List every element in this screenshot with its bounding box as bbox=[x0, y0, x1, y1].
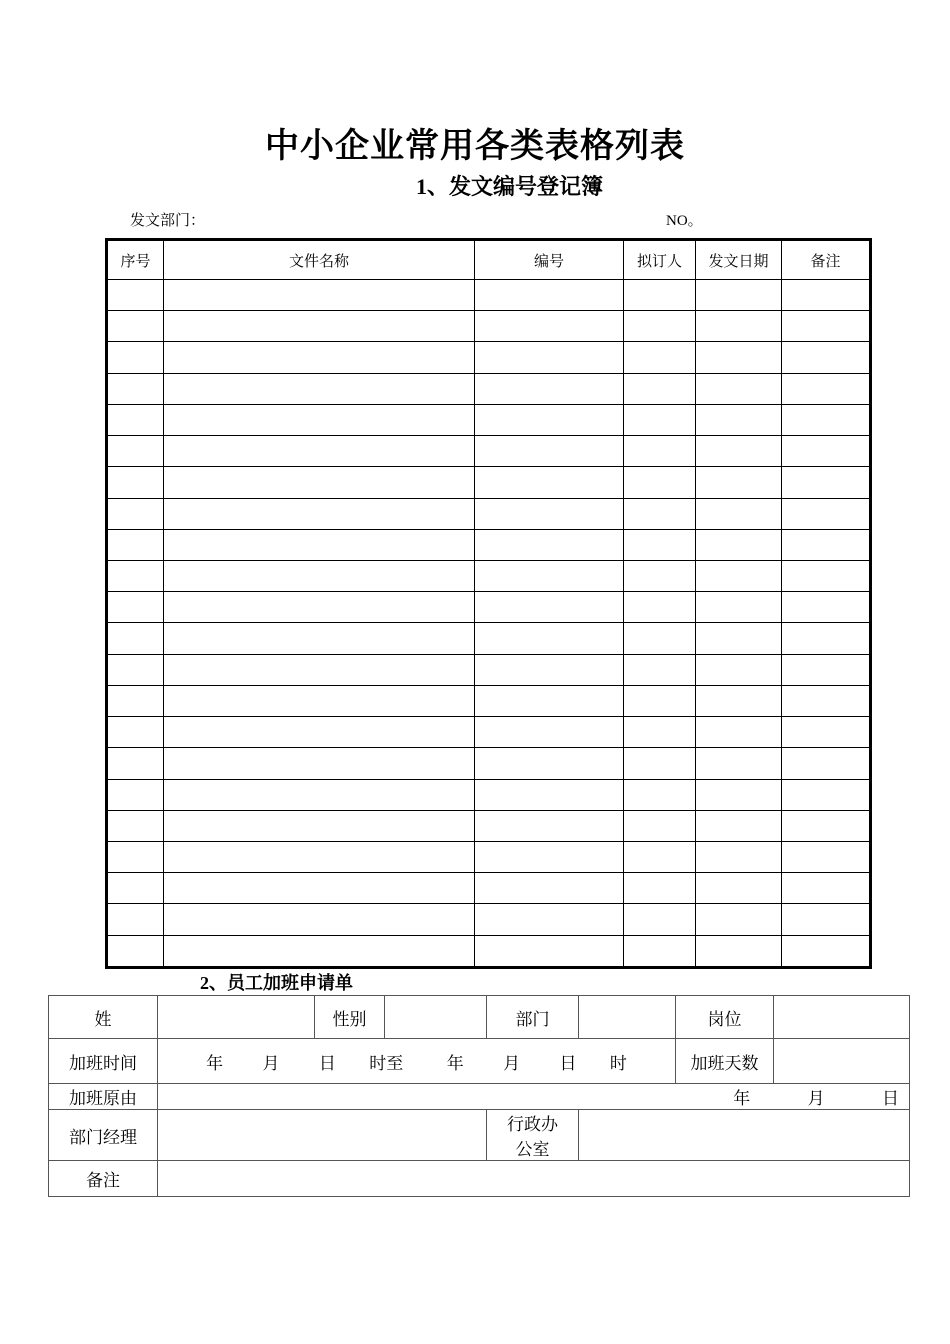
table-row bbox=[107, 904, 871, 935]
table-cell[interactable] bbox=[696, 280, 782, 311]
table-cell[interactable] bbox=[782, 748, 871, 779]
table-cell[interactable] bbox=[164, 779, 475, 810]
table-cell[interactable] bbox=[782, 779, 871, 810]
table-cell[interactable] bbox=[107, 498, 164, 529]
position-field[interactable] bbox=[774, 996, 910, 1039]
table-cell[interactable] bbox=[624, 779, 696, 810]
reason-month: 月 bbox=[807, 1089, 825, 1109]
table-cell[interactable] bbox=[164, 904, 475, 935]
table-cell[interactable] bbox=[164, 685, 475, 716]
table-row bbox=[107, 717, 871, 748]
table-cell[interactable] bbox=[624, 935, 696, 967]
table-cell[interactable] bbox=[782, 560, 871, 591]
col-header-remark: 备注 bbox=[782, 240, 871, 280]
form-row-time bbox=[49, 1039, 910, 1084]
table-cell[interactable] bbox=[107, 592, 164, 623]
table-cell[interactable] bbox=[782, 654, 871, 685]
table-cell[interactable] bbox=[624, 404, 696, 435]
table-cell[interactable] bbox=[107, 935, 164, 967]
table-cell[interactable] bbox=[107, 373, 164, 404]
table-cell[interactable] bbox=[696, 404, 782, 435]
table-row bbox=[107, 311, 871, 342]
time-part: 日 bbox=[318, 1053, 336, 1074]
table-cell[interactable] bbox=[475, 311, 624, 342]
col-header-date: 发文日期 bbox=[696, 240, 782, 280]
time-part: 日 bbox=[559, 1053, 577, 1074]
form-row-approval bbox=[49, 1110, 910, 1161]
table-cell[interactable] bbox=[624, 529, 696, 560]
table-cell[interactable] bbox=[624, 592, 696, 623]
section2-number: 2 bbox=[200, 973, 209, 993]
table-cell[interactable] bbox=[782, 280, 871, 311]
table-row bbox=[107, 873, 871, 904]
table-cell[interactable] bbox=[475, 717, 624, 748]
time-part: 月 bbox=[262, 1053, 280, 1074]
table-row bbox=[107, 592, 871, 623]
table-cell[interactable] bbox=[696, 841, 782, 872]
section1-title bbox=[416, 170, 603, 201]
table-cell[interactable] bbox=[782, 592, 871, 623]
dept-label: 发文部门： bbox=[130, 211, 206, 229]
table-cell[interactable] bbox=[624, 810, 696, 841]
table-row bbox=[107, 280, 871, 311]
table-cell[interactable] bbox=[624, 873, 696, 904]
table-row bbox=[107, 748, 871, 779]
section1-number: 1 bbox=[416, 174, 427, 199]
col-header-drafter: 拟订人 bbox=[624, 240, 696, 280]
table-row bbox=[107, 685, 871, 716]
col-header-serial: 序号 bbox=[107, 240, 164, 280]
table-cell[interactable] bbox=[624, 467, 696, 498]
page-title: 中小企业常用各类表格列表 bbox=[265, 126, 685, 166]
time-part: 月 bbox=[503, 1053, 521, 1074]
table-cell[interactable] bbox=[624, 311, 696, 342]
table-cell[interactable] bbox=[107, 342, 164, 373]
register-table bbox=[105, 238, 872, 969]
table-cell[interactable] bbox=[164, 560, 475, 591]
table-cell[interactable] bbox=[164, 592, 475, 623]
table-row bbox=[107, 373, 871, 404]
table-cell[interactable] bbox=[782, 810, 871, 841]
table-cell[interactable] bbox=[624, 498, 696, 529]
table-cell[interactable] bbox=[107, 560, 164, 591]
ot-time-label: 加班时间 bbox=[49, 1039, 158, 1084]
table-cell[interactable] bbox=[475, 748, 624, 779]
admin-office-field[interactable] bbox=[579, 1110, 910, 1161]
table-cell[interactable] bbox=[624, 748, 696, 779]
dept-label-cell: 部门 bbox=[487, 996, 579, 1039]
table-cell[interactable] bbox=[624, 560, 696, 591]
table-cell[interactable] bbox=[164, 311, 475, 342]
table-cell[interactable] bbox=[475, 404, 624, 435]
table-cell[interactable] bbox=[475, 654, 624, 685]
table-cell[interactable] bbox=[475, 529, 624, 560]
table-row bbox=[107, 529, 871, 560]
admin-office-line1: 行政办 bbox=[507, 1115, 558, 1135]
gender-label: 性别 bbox=[315, 996, 385, 1039]
table-cell[interactable] bbox=[164, 529, 475, 560]
table-cell[interactable] bbox=[164, 373, 475, 404]
table-cell[interactable] bbox=[782, 373, 871, 404]
table-row bbox=[107, 467, 871, 498]
table-cell[interactable] bbox=[782, 873, 871, 904]
table-row bbox=[107, 342, 871, 373]
table-cell[interactable] bbox=[624, 654, 696, 685]
table-cell[interactable] bbox=[696, 685, 782, 716]
reason-day: 日 bbox=[882, 1089, 899, 1109]
col-header-number: 编号 bbox=[475, 240, 624, 280]
table-cell[interactable] bbox=[696, 467, 782, 498]
table-row bbox=[107, 623, 871, 654]
table-cell[interactable] bbox=[475, 373, 624, 404]
table-cell[interactable] bbox=[624, 280, 696, 311]
table-cell[interactable] bbox=[164, 810, 475, 841]
table-cell[interactable] bbox=[475, 592, 624, 623]
remark-label: 备注 bbox=[49, 1161, 158, 1197]
table-cell[interactable] bbox=[107, 717, 164, 748]
table-cell[interactable] bbox=[107, 685, 164, 716]
table-cell[interactable] bbox=[475, 342, 624, 373]
table-cell[interactable] bbox=[164, 436, 475, 467]
table-cell[interactable] bbox=[164, 841, 475, 872]
register-header-row bbox=[107, 240, 871, 280]
table-cell[interactable] bbox=[696, 779, 782, 810]
time-part: 年 bbox=[446, 1053, 464, 1074]
table-cell[interactable] bbox=[107, 810, 164, 841]
table-cell[interactable] bbox=[624, 373, 696, 404]
col-header-filename: 文件名称 bbox=[164, 240, 475, 280]
admin-office-line2: 公室 bbox=[515, 1140, 550, 1160]
table-cell[interactable] bbox=[624, 841, 696, 872]
table-cell[interactable] bbox=[475, 436, 624, 467]
table-cell[interactable] bbox=[164, 467, 475, 498]
table-cell[interactable] bbox=[164, 280, 475, 311]
table-row bbox=[107, 404, 871, 435]
table-cell[interactable] bbox=[107, 623, 164, 654]
table-cell[interactable] bbox=[164, 748, 475, 779]
gender-field[interactable] bbox=[385, 996, 487, 1039]
table-cell[interactable] bbox=[475, 685, 624, 716]
table-cell[interactable] bbox=[475, 779, 624, 810]
time-part: 年 bbox=[206, 1053, 224, 1074]
position-label: 岗位 bbox=[676, 996, 774, 1039]
section2-title bbox=[200, 969, 353, 995]
table-cell[interactable] bbox=[696, 436, 782, 467]
table-cell[interactable] bbox=[696, 373, 782, 404]
table-cell[interactable] bbox=[475, 623, 624, 654]
dept-manager-label: 部门经理 bbox=[49, 1110, 158, 1161]
table-cell[interactable] bbox=[624, 717, 696, 748]
table-cell[interactable] bbox=[164, 935, 475, 967]
form-row-reason bbox=[49, 1084, 910, 1110]
table-cell[interactable] bbox=[475, 935, 624, 967]
ot-days-label: 加班天数 bbox=[676, 1039, 774, 1084]
table-cell[interactable] bbox=[107, 654, 164, 685]
time-part: 时 bbox=[609, 1053, 627, 1074]
table-cell[interactable] bbox=[782, 935, 871, 967]
table-cell[interactable] bbox=[475, 810, 624, 841]
table-cell[interactable] bbox=[164, 873, 475, 904]
form-row-basic bbox=[49, 996, 910, 1039]
table-cell[interactable] bbox=[624, 904, 696, 935]
table-cell[interactable] bbox=[164, 717, 475, 748]
table-cell[interactable] bbox=[696, 654, 782, 685]
table-cell[interactable] bbox=[164, 654, 475, 685]
table-cell[interactable] bbox=[107, 904, 164, 935]
table-cell[interactable] bbox=[107, 404, 164, 435]
table-cell[interactable] bbox=[475, 467, 624, 498]
table-row bbox=[107, 779, 871, 810]
table-row bbox=[107, 810, 871, 841]
section2-title-text: 、员工加班申请单 bbox=[209, 973, 353, 994]
table-cell[interactable] bbox=[696, 748, 782, 779]
table-row bbox=[107, 841, 871, 872]
table-cell[interactable] bbox=[696, 311, 782, 342]
table-cell[interactable] bbox=[107, 873, 164, 904]
section1-title-text: 、发文编号登记簿 bbox=[427, 175, 604, 200]
table-cell[interactable] bbox=[782, 467, 871, 498]
table-cell[interactable] bbox=[475, 560, 624, 591]
table-row bbox=[107, 654, 871, 685]
form-row-remark bbox=[49, 1161, 910, 1197]
ot-days-field[interactable] bbox=[774, 1039, 910, 1084]
table-cell[interactable] bbox=[782, 685, 871, 716]
remark-field[interactable] bbox=[158, 1161, 910, 1197]
table-cell[interactable] bbox=[107, 436, 164, 467]
table-cell[interactable] bbox=[164, 404, 475, 435]
table-cell[interactable] bbox=[624, 685, 696, 716]
table-cell[interactable] bbox=[696, 623, 782, 654]
table-cell[interactable] bbox=[696, 592, 782, 623]
table-row bbox=[107, 436, 871, 467]
table-cell[interactable] bbox=[164, 342, 475, 373]
table-cell[interactable] bbox=[475, 498, 624, 529]
overtime-form bbox=[48, 995, 910, 1197]
table-cell[interactable] bbox=[782, 311, 871, 342]
table-cell[interactable] bbox=[475, 873, 624, 904]
table-cell[interactable] bbox=[696, 498, 782, 529]
table-cell[interactable] bbox=[107, 529, 164, 560]
table-cell[interactable] bbox=[475, 280, 624, 311]
table-cell[interactable] bbox=[782, 904, 871, 935]
table-cell[interactable] bbox=[624, 436, 696, 467]
name-field[interactable] bbox=[158, 996, 315, 1039]
reason-year: 年 bbox=[733, 1089, 751, 1109]
admin-office-label bbox=[487, 1110, 579, 1161]
dept-field[interactable] bbox=[579, 996, 676, 1039]
table-cell[interactable] bbox=[624, 342, 696, 373]
table-cell[interactable] bbox=[696, 717, 782, 748]
table-cell[interactable] bbox=[696, 560, 782, 591]
ot-reason-field[interactable] bbox=[158, 1084, 910, 1110]
table-cell[interactable] bbox=[164, 498, 475, 529]
table-cell[interactable] bbox=[107, 311, 164, 342]
ot-reason-label: 加班原由 bbox=[49, 1084, 158, 1110]
table-cell[interactable] bbox=[782, 529, 871, 560]
table-cell[interactable] bbox=[696, 529, 782, 560]
table-cell[interactable] bbox=[696, 342, 782, 373]
table-cell[interactable] bbox=[475, 841, 624, 872]
table-cell[interactable] bbox=[107, 841, 164, 872]
table-cell[interactable] bbox=[696, 873, 782, 904]
table-row bbox=[107, 935, 871, 967]
table-cell[interactable] bbox=[696, 935, 782, 967]
table-cell[interactable] bbox=[782, 404, 871, 435]
no-label: NO。 bbox=[666, 213, 703, 229]
table-cell[interactable] bbox=[782, 498, 871, 529]
table-row bbox=[107, 560, 871, 591]
table-cell[interactable] bbox=[782, 342, 871, 373]
table-cell[interactable] bbox=[107, 779, 164, 810]
table-cell[interactable] bbox=[696, 904, 782, 935]
ot-time-field[interactable] bbox=[158, 1039, 676, 1084]
table-cell[interactable] bbox=[782, 717, 871, 748]
table-cell[interactable] bbox=[107, 280, 164, 311]
table-cell[interactable] bbox=[107, 748, 164, 779]
table-cell[interactable] bbox=[782, 841, 871, 872]
register-body bbox=[107, 280, 871, 968]
table-cell[interactable] bbox=[107, 467, 164, 498]
time-part: 时至 bbox=[369, 1053, 404, 1074]
table-cell[interactable] bbox=[696, 810, 782, 841]
table-cell[interactable] bbox=[475, 904, 624, 935]
table-row bbox=[107, 498, 871, 529]
dept-manager-field[interactable] bbox=[158, 1110, 487, 1161]
table-cell[interactable] bbox=[164, 623, 475, 654]
name-label: 姓 bbox=[49, 996, 158, 1039]
table-cell[interactable] bbox=[624, 623, 696, 654]
table-cell[interactable] bbox=[782, 436, 871, 467]
table-cell[interactable] bbox=[782, 623, 871, 654]
